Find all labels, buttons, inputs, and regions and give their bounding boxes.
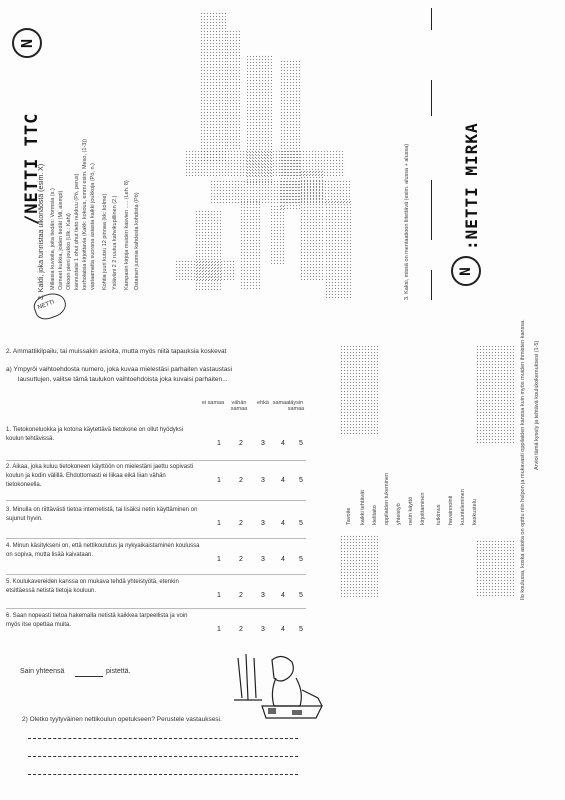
rating-option-2[interactable]: 2 <box>239 477 243 484</box>
list-line-8: Ystäväni 2 2 ruutua kahvikupillinen (2.) <box>112 195 118 290</box>
vertical-rule-low <box>431 180 432 240</box>
scale-header-4: samaa <box>272 400 290 406</box>
stamp-text: NETTI <box>37 299 56 312</box>
rating-option-1[interactable]: 1 <box>217 592 221 599</box>
circle-number: N <box>18 37 36 49</box>
circle-number-mark <box>12 28 42 58</box>
row-divider <box>6 500 306 501</box>
list-line-4: kannustaisi 1 ohut ohut tieto nukkuu (Pö, perus) <box>74 173 80 290</box>
rating-option-1[interactable]: 1 <box>217 556 221 563</box>
survey-row-text: 3. Minulla on riittävästi tietoa internetistä, tai lisäksi netin käyttäminen on sujunut hyvin. <box>6 507 198 522</box>
rating-option-5[interactable]: 5 <box>299 477 303 484</box>
list-line-10: Ostainen juomia kahdesta kohdista (Pö) <box>134 192 140 290</box>
scale-header-2: vähän samaa <box>230 400 248 412</box>
survey-row-text: 4. Minun käsitykseni on, että nettikoulutus ja nykyaikaistaminen koulussa on sopiva, mutta lisää kaivataan. <box>6 543 200 558</box>
rating-option-2[interactable]: 2 <box>239 592 243 599</box>
list-item-6: kirjoittaminen <box>420 492 426 525</box>
rating-option-4[interactable]: 4 <box>281 556 285 563</box>
row-divider <box>6 608 306 609</box>
side-text-2: Arvioi tämä kysely ja tehtävä koulukokemuksesi (1-5) <box>534 340 540 470</box>
total-answer-line[interactable] <box>75 676 103 677</box>
rating-option-2[interactable]: 2 <box>239 626 243 633</box>
rating-option-3[interactable]: 3 <box>261 556 265 563</box>
vertical-rule-mid <box>431 80 432 116</box>
rating-option-4[interactable]: 4 <box>281 592 285 599</box>
stamp-doodle <box>31 289 69 322</box>
scale-header-1: ei samaa <box>201 400 225 406</box>
rating-option-3[interactable]: 3 <box>261 477 265 484</box>
question-line: 3. Kaksi, missä on mentaatioon liitettävä (esim. alussa + alussa) <box>404 143 410 300</box>
list-line-5: kerholaisia kirjoittavia (Kakk: kokous, emmi esim. Meso, (1-3)) <box>82 139 88 290</box>
survey-instruction-2b: lausuttujen, valitse tämä taulukon vaihtoehdoista joka kuvaisi parhaiten... <box>18 376 228 383</box>
list-item-2: kielitaito <box>372 505 378 525</box>
rating-option-2[interactable]: 2 <box>239 520 243 527</box>
survey-row-text: 5. Koulukavereiden kanssa on mukava tehdä yhteistyötä, etenkin etsittäessä netistä tietoja kouluun. <box>6 579 179 594</box>
rating-option-4[interactable]: 4 <box>281 440 285 447</box>
survey-row-text: 6. Saan nopeasti tietoa hakemalla netistä kaikkea tarpeellista ja voin myös itse opettaa muita. <box>6 613 188 628</box>
rating-option-1[interactable]: 1 <box>217 440 221 447</box>
list-item-3: oppilaiden tukeminen <box>384 473 390 525</box>
vertical-rule-top <box>431 8 432 30</box>
survey-row-4 <box>6 542 306 582</box>
student-at-desk-illustration <box>232 650 332 724</box>
row-divider <box>6 574 306 575</box>
survey-row-3 <box>6 506 306 546</box>
survey-instruction-1: 2. Ammattikilpailu, tai muissakin asioita, mutta myös niitä tapauksia koskevat <box>6 348 227 355</box>
rating-option-4[interactable]: 4 <box>281 626 285 633</box>
list-line-2: Osmeet kukkia, joiden tiedät (Mi, aiempi) <box>58 190 64 290</box>
rating-option-3[interactable]: 3 <box>261 520 265 527</box>
rating-option-4[interactable]: 4 <box>281 477 285 484</box>
list2-item-2: havainnointi <box>448 495 454 525</box>
answer-line-2[interactable] <box>28 756 298 757</box>
rating-option-1[interactable]: 1 <box>217 477 221 484</box>
open-question: 2) Oletko tyytyväinen nettikoulun opetukseen? Perustele vastauksesi. <box>22 716 222 723</box>
rating-option-5[interactable]: 5 <box>299 592 303 599</box>
row-divider <box>6 538 306 539</box>
survey-row-2 <box>6 463 306 503</box>
handwritten-heading: /NETTI TTC <box>22 112 42 225</box>
rating-option-5[interactable]: 5 <box>299 520 303 527</box>
list-line-3: Olkoon pieni joukko (Ulk.: Kahi) <box>66 213 72 290</box>
list-item-1: kaikki tehtävät <box>360 490 366 525</box>
list-item-4: yhteistyö <box>396 503 402 525</box>
rating-option-4[interactable]: 4 <box>281 520 285 527</box>
circle-number-right <box>451 256 481 286</box>
rating-option-5[interactable]: 5 <box>299 556 303 563</box>
total-label: Sain yhteensä <box>20 668 65 675</box>
rating-option-2[interactable]: 2 <box>239 440 243 447</box>
scale-header-5: täysin samaa <box>287 400 305 412</box>
answer-line-3[interactable] <box>28 774 298 775</box>
vertical-rule-bottom <box>431 270 432 300</box>
list-line-6: vastaamatta suorana asiasta kaikki joukkoja (Pö, n.) <box>90 163 96 290</box>
rating-option-1[interactable]: 1 <box>217 626 221 633</box>
rating-option-3[interactable]: 3 <box>261 592 265 599</box>
survey-row-6 <box>6 612 306 652</box>
list2-item-4: keskustelu <box>472 499 478 525</box>
survey-row-text: 2. Aikaa, joka kuluu tietokoneen käyttöön on mielestäni jaettu sopivasti koulun ja kodin välillä. Ehdottomasti ei liikaa eikä liian vähän tietokoneella. <box>6 464 194 488</box>
list-line-7: Kohtia juuri kutsu 12 pinnaa (kk: kolme) <box>102 193 108 290</box>
handwritten-heading-right: :NETTI MIRKA <box>462 122 481 250</box>
circle-number-right-text: N <box>458 266 474 276</box>
scale-header-3: ehkä <box>257 400 269 406</box>
survey-row-text: 1. Tietokoneluokka ja kotona käytettävä tietokone on ollut hyödyksi koulun tehtävissä. <box>6 427 184 442</box>
survey-instruction-2a: a) Ympyröi vaihtoehdosta numero, joka kuvaa mielestäsi parhaiten vastaustasi <box>6 366 233 373</box>
rating-option-5[interactable]: 5 <box>299 440 303 447</box>
list-line-1: Millaisia kuvioita, joita tiedän: Vormsia (s.) <box>50 188 56 290</box>
rating-option-1[interactable]: 1 <box>217 520 221 527</box>
side-text-1: Ilo koulussa, koska asioita on opittu niin helpon ja mukavasti oppilaiden kanssa kuin myös muiden ihmisten kanssa. <box>520 319 526 600</box>
list2-item-3: kuunteleminen <box>460 489 466 525</box>
answer-line-1[interactable] <box>28 738 298 739</box>
rating-option-3[interactable]: 3 <box>261 626 265 633</box>
total-suffix: pistettä. <box>106 668 131 675</box>
rating-option-2[interactable]: 2 <box>239 556 243 563</box>
list2-item-1: tutkimus <box>436 504 442 525</box>
rating-option-3[interactable]: 3 <box>261 440 265 447</box>
rating-option-5[interactable]: 5 <box>299 626 303 633</box>
list-item-5: netin käyttö <box>408 496 414 525</box>
list-title: Tavoite <box>346 507 352 525</box>
list-line-0: 3. Kaldi, joka tunnistaa ulkonäöstä (esim. X) <box>38 163 45 300</box>
row-divider <box>6 460 306 461</box>
list-line-9: Kampasin kirjoja muiden kasvien ..... (Leh. 8) <box>124 180 130 290</box>
